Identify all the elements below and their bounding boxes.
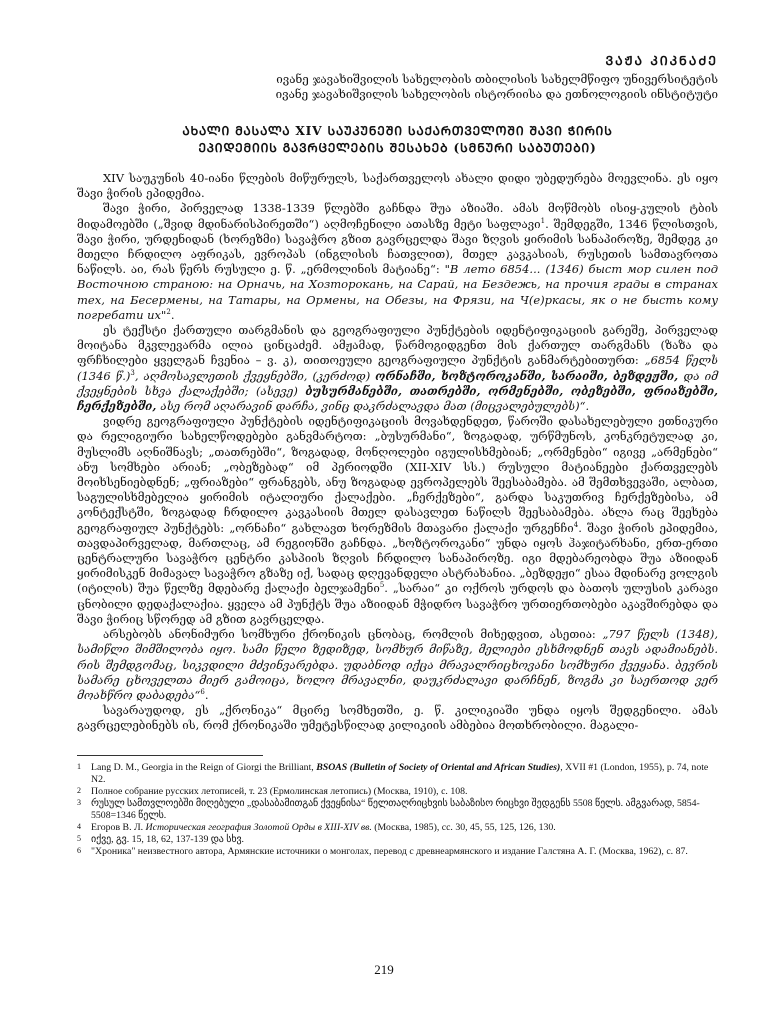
- footnote-number: 3: [77, 797, 81, 807]
- paragraph-5-text: არსებობს ანონიმური სომხური ქრონიკის ცნობაც, რომლის მიხედვით, ასეთია:: [103, 627, 603, 642]
- footnote-ref-2: 2: [166, 308, 171, 316]
- paragraph-1: XIV საუკუნის 40-იანი წლების მიწურულს, საქართველოს ახალი დიდი უბედურება მოევლინა. ეს იყო შავი ჭირის ეპიდემია.: [77, 171, 718, 201]
- author-name: ᲕᲐᲟᲐ ᲙᲘᲙᲜᲐᲫᲔ: [605, 53, 718, 68]
- footnote-book-title: Историческая география Золотой Орды в XIII-XIV вв.: [145, 821, 372, 833]
- title-line-2: ᲔᲞᲘᲓᲔᲛᲘᲘᲡ ᲒᲐᲕᲠᲪᲔᲚᲔᲑᲘᲡ ᲨᲔᲡᲐᲮᲔᲑ (ᲡᲛᲜᲣᲠᲘ ᲡᲐᲑᲣᲗᲔᲑᲘ): [198, 141, 597, 155]
- paragraph-3-text: ეს ტექსტი ქართული თარგმანის და გეოგრაფიული პუნქტების იდენტიფიკაციის გარეშე, პირველად მოიტანა მკვლევარმა ილია ცინცაძემ. ამჟამად, წარმოგიდგენთ მის ქართულ თარგმანს (ზაზა და ფრჩხილები ყველგან ჩვენია – ვ. კ), თითოეული გეოგრაფიული პუნქტის განმარტებითურთ:: [77, 323, 718, 368]
- translation-quote-end: ასე რომ აღარავინ დარჩა, ვინც დაკრძალავდა მათ (მიცვალებულებს)“.: [160, 399, 590, 414]
- paragraph-5-end: .: [204, 687, 209, 702]
- footnote-journal: BSOAS (Bulletin of Society of Oriental and African Studies): [316, 761, 561, 773]
- translation-place-names: ორნაჩში, ხოზტოროკანში, სარაიში, ბეზდეჟში,: [375, 368, 684, 383]
- paragraph-2-text-a: შავი ჭირი, პირველად 1338-1339 წლებში გაჩნდა შუა აზიაში. ამას მოწმობს ისიყ-კულის ტბის მიდამოებში („შვიდ მდინარისპირეთში“) აღმოჩენილი ათასზე მეტი საფლავი: [77, 201, 718, 231]
- affiliation-institute: ივანე ჯავახიშვილის სახელობის ისტორიისა და ეთნოლოგიის ინსტიტუტი: [275, 87, 718, 101]
- footnote-1: [77, 762, 718, 786]
- footnote-text: Полное собрание русских летописей, т. 23 (Ермолинская летопись) (Москва, 1910), с. 108.: [91, 785, 468, 797]
- title-line-1: ᲐᲮᲐᲚᲘ ᲛᲐᲡᲐᲚᲐ XIV ᲡᲐᲣᲙᲣᲜᲔᲨᲘ ᲡᲐᲥᲐᲠᲗᲕᲔᲚᲝᲨᲘ ᲨᲐᲕᲘ ᲭᲘᲠᲘᲡ: [182, 124, 613, 138]
- article-title: [77, 123, 718, 157]
- footnote-text: რუსულ სამთვლოებში მიღებული „დასაბამითგან ქვეყნისა“ წელთაღრიცხვის საბაზისო რიცხვი შედგენს 5508 წელს. ამგვარად, 5854-5508=1346 წელს.: [91, 797, 700, 821]
- page-number: 219: [374, 962, 394, 977]
- paragraph-6: სავარაუდოდ, ეს „ქრონიკა“ მცირე სომხეთში, ე. წ. კილიკიაში უნდა იყოს შედგენილი. ამას გავრცელებინებს ის, რომ ქრონიკაში უმეტესწილად კილიკიის ამბებია მოთხრობილი. მაგალი-: [77, 703, 718, 733]
- footnote-ref-4: 4: [573, 520, 579, 529]
- footnote-number: 6: [77, 845, 81, 855]
- article-body: [77, 171, 718, 734]
- footnote-text: იქვე, გვ. 15, 18, 62, 137-139 და სხვ.: [91, 833, 244, 845]
- footnote-text: "Хроника" неизвестного автора, Армянские источники о монголах, перевод с древнеармянского и издание Галстяна А. Г. (Москва, 1962), с. 87.: [91, 845, 688, 857]
- footnote-ref-3: 3: [130, 368, 135, 377]
- footnote-text-end: (Москва, 1985), сс. 30, 45, 55, 125, 126, 130.: [371, 821, 556, 833]
- footnote-text-end: , XVII #1 (London, 1955), p. 74, note N2.: [91, 761, 709, 785]
- paragraph-2: [77, 201, 718, 323]
- paragraph-2-end: .: [170, 307, 175, 322]
- footnote-ref-6: 6: [200, 688, 205, 697]
- translation-quote-part-3: და იმ ქვეყნების სხვა ქალაქებში; (ასევე): [77, 368, 718, 398]
- footnote-number: 1: [77, 761, 81, 771]
- paragraph-4-text-b: . შავი ჭირის ეპიდემია, თავდაპირველად, მართლაც, ამ რეგიონში გაჩნდა. „ხოზტოროკანი“ უნდა იყოს ჰაჯიტარხანი, ერთ-ერთი ცენტრალური სავაჭრო ცენტრი კასპიის ზღვის ჩრდილო სანაპიროზე. იგი მდებარეობდა შუა აზიიდან ყირიმისკენ მიმავალ სავაჭრო გზაზე იქ, სადაც დღევანდელი ასტრახანია. „ბეზდეჟი“ ესაა მდინარე ვოლგის (იტილის) შუა წელზე მდებარე ქალაქი ბელჯამენი: [77, 520, 718, 596]
- footnotes-list: [77, 762, 718, 858]
- footnote-4: [77, 822, 718, 834]
- footnote-6: [77, 846, 718, 858]
- paragraph-5: [77, 627, 718, 703]
- page-header: [77, 52, 718, 102]
- footnote-number: 5: [77, 833, 81, 843]
- footnote-number: 2: [77, 785, 81, 795]
- paragraph-3: [77, 323, 718, 414]
- footnote-ref-5: 5: [379, 581, 385, 590]
- footnote-5: [77, 834, 718, 846]
- footnote-number: 4: [77, 821, 81, 831]
- affiliation-university: ივანე ჯავახიშვილის სახელობის თბილისის სახელმწიფო უნივერსიტეტის: [276, 72, 718, 86]
- footnote-divider: [77, 755, 263, 756]
- translation-quote-start: „6854 წელს (1346 წ.): [77, 353, 718, 383]
- paragraph-4-text-a: ვიდრე გეოგრაფიული პუნქტების იდენტიფიკაციის მოვახდენდეთ, წაროში დასახელებული ეთნიკური და რელიგიური სახელწოდებები განვმარტოთ: „ბუსურმანი“, ზოგადად, ურწმუნოს, კონკრეტულად კი, მუსლიმს აღნიშნავს; „თათრებში“, ზოგადად, მონღოლები იგულისხმებიან; „ორმენები“ იგივე „არმენები“ ანუ სომხები არიან; „ობეზებად“ იმ პერიოდში (XII-XIV სს.) რუსული მატიანეები ქართველებს მოიხსენიებდნენ; „ფრიაზები“ ფრანგებს, ანუ ზოგადად ევროპელებს შეესაბამება. ამ შემთხვევაში, ალბათ, საგულისხმებელია ყირიმის იტალიური ქალაქები. „ჩერქეზები“, გარდა საკუთრივ ჩერქეზებისა, ამ კონტექსტში, ზოგადად ჩრდილო კავკასიის მთელ დასავლეთ ნაწილს შეესაბამება. ახლა რაც შეეხება გეოგრაფიულ პუნქტებს: „ორნაჩი“ გახლავთ ხორეზმის მთავარი ქალაქი ურგენჩი: [77, 414, 718, 535]
- footnote-3: [77, 798, 718, 822]
- armenian-chronicle-quote: „797 წელს (1348), სამიწლი შიმშილობა იყო. სამი წელი ზედიზედ, სომხურ მიწაზე, მელიები ესხმოდნენ თავს ადამიანებს. რის შემდგომაც, სიკვდილი მძვინვარებდა. უდაბნოდ იქცა მრავალრიცხოვანი სომხური ქვეყანა. ბევრის სამარე ცხოველთა მიერ გამოიცა, ხოლო მრავალნი, დაუკრძალავი დარჩნენ, ზოგმა კი საერთოდ ვერ მოახწრო დაბადება“: [77, 627, 718, 702]
- translation-ethnic-names: ბუსურმანებში, თათრებში, ორმენებში, ობეზებში, ფრიაზებში, ჩერქეზებში,: [77, 383, 718, 414]
- footnote-2: [77, 786, 718, 798]
- footnote-text: Lang D. M., Georgia in the Reign of Giorgi the Brilliant,: [91, 761, 317, 773]
- footnote-text: Егоров В. Л.: [91, 821, 146, 833]
- paragraph-2-text-b: . შემდეგში, 1346 წლისთვის, შავი ჭირი, ურდენიდან (ხორეზმი) სავაჭრო გზით გავრცელდა შავი ზღვის ყირიმის სანაპიროზე, შემდეგ კი მთელი ჩრდილო აფრიკას, ევროპას (ინგლისის ჩათვლით), მთელ კავკასიას, რუსეთის სამთავროთა ნაწილს. აი, რას წერს რუსული ე. წ. „ერმოლინის მატიანე“:: [77, 216, 718, 277]
- paragraph-4: [77, 414, 718, 627]
- russian-chronicle-quote: "В лето 6854... (1346) быст мор силен под Восточною страною: на Орначь, на Хозторокань, на Сарай, на Бездежь, на прочия грады в странах тех, на Бесермены, на Татары, на Ормены, на Обезы, на Фрязи, на Ч(е)ркасы, як о не бысть кому погребати их": [77, 262, 718, 322]
- translation-quote-part-2: , აღმოსავლეთის ქვეყნებში, (კერძოდ): [134, 368, 376, 383]
- footnote-ref-1: 1: [540, 216, 546, 225]
- paragraph-4-text-c: . „სარაი“ კი ოქროს ურდოს და ბათოს ულუსის კარავი ცნობილი დედაქალაქია. ყველა ამ პუნქტს შუა აზიიდან მჭიდრო სავაჭრო ურთიერთობები აკავშირებდა და შავი ჭირიც სწორედ ამ გზით გავრცელდა.: [77, 581, 719, 626]
